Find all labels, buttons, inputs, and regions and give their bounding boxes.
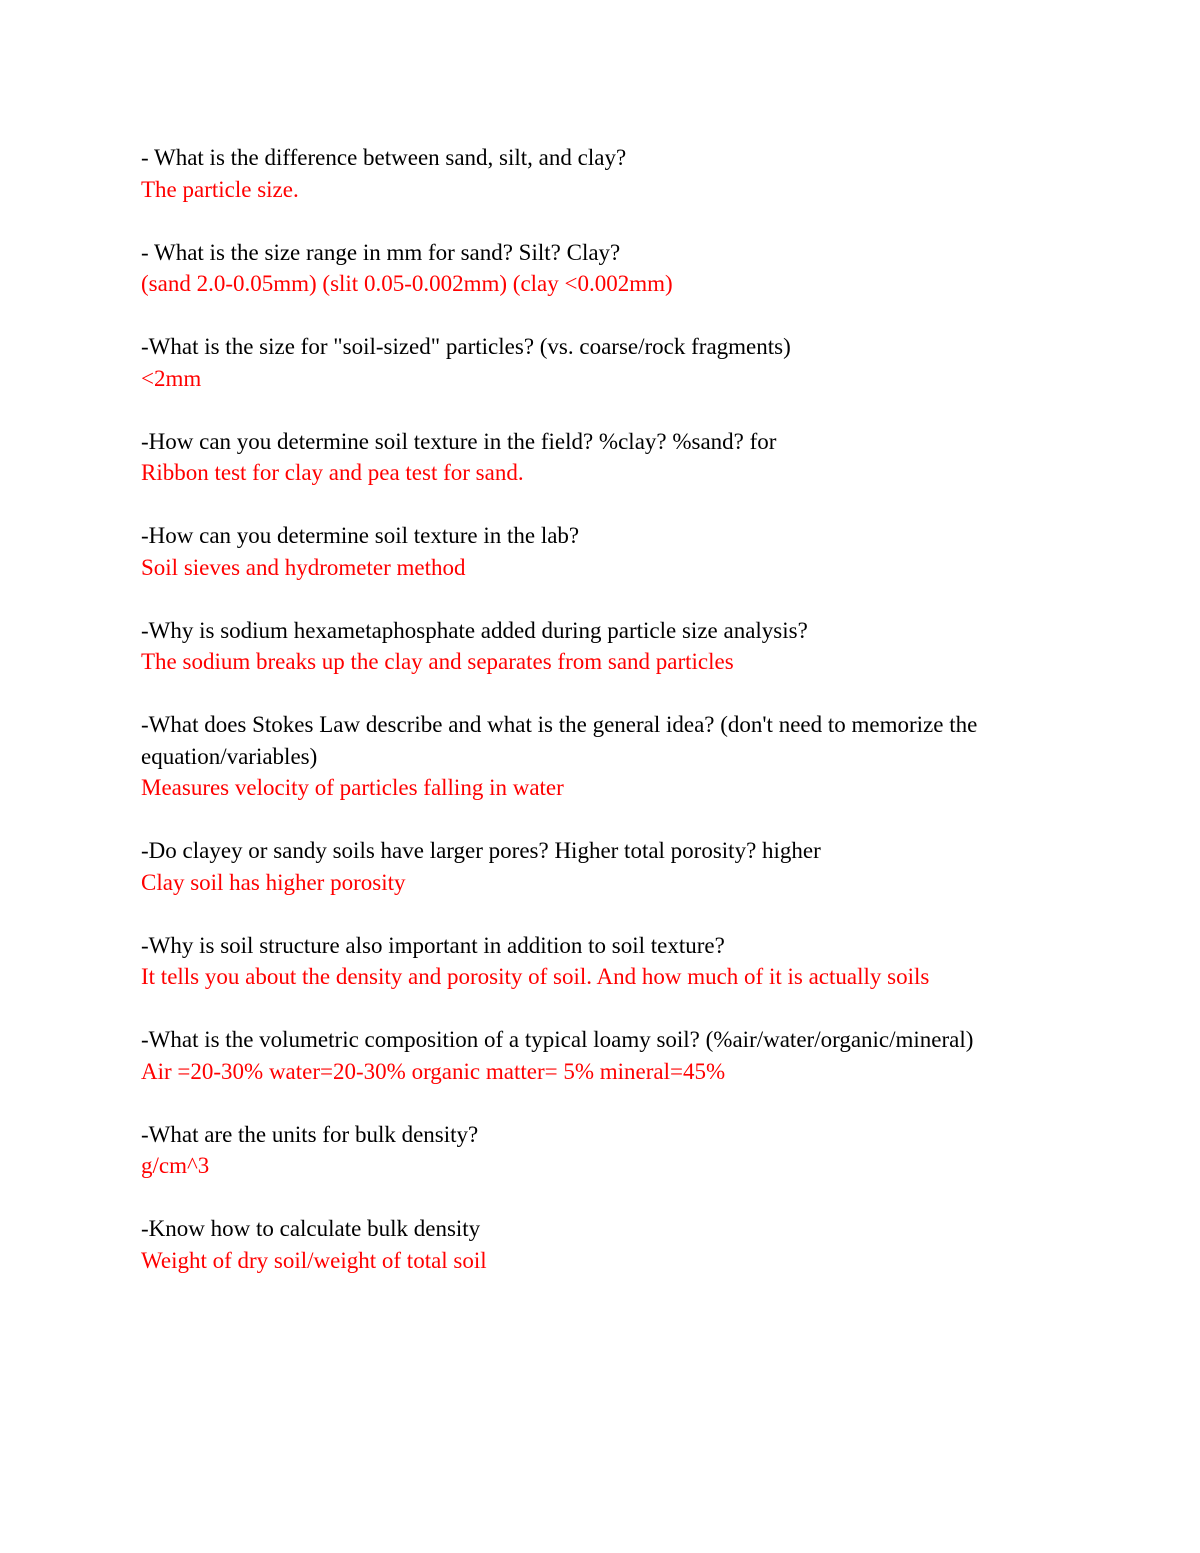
answer-12: Weight of dry soil/weight of total soil	[141, 1247, 487, 1273]
qa-item-9	[141, 930, 1041, 993]
question-12: -Know how to calculate bulk density	[141, 1216, 481, 1241]
answer-4: Ribbon test for clay and pea test for sand.	[141, 460, 524, 485]
qa-item-6	[141, 615, 1041, 678]
question-5: -How can you determine soil texture in the lab?	[141, 523, 580, 548]
answer-7: Measures velocity of particles falling in water	[141, 775, 564, 800]
qa-item-2	[141, 237, 1041, 300]
qa-item-4	[141, 426, 1041, 489]
qa-item-8	[141, 835, 1041, 898]
answer-1: The particle size.	[141, 176, 299, 202]
answer-3: <2mm	[141, 365, 202, 391]
question-4: -How can you determine soil texture in the field? %clay? %sand? for	[141, 428, 777, 454]
answer-8: Clay soil has higher porosity	[141, 869, 406, 895]
qa-item-3	[141, 331, 1041, 394]
question-1: - What is the difference between sand, silt, and clay?	[141, 145, 627, 170]
answer-5: Soil sieves and hydrometer method	[141, 554, 466, 580]
answer-11: g/cm^3	[141, 1153, 210, 1178]
document-page	[141, 142, 1041, 1308]
qa-item-7	[141, 709, 1041, 804]
answer-2: (sand 2.0-0.05mm) (slit 0.05-0.002mm) (clay <0.002mm)	[141, 271, 673, 296]
question-6: -Why is sodium hexametaphosphate added during particle size analysis?	[141, 617, 808, 643]
question-9: -Why is soil structure also important in addition to soil texture?	[141, 932, 725, 958]
qa-item-5	[141, 520, 1041, 583]
question-3: -What is the size for "soil-sized" particles? (vs. coarse/rock fragments)	[141, 334, 791, 359]
question-7: -What does Stokes Law describe and what is the general idea? (don't need to memorize the equation/variables)	[141, 712, 984, 769]
qa-item-10	[141, 1024, 1041, 1087]
answer-9: It tells you about the density and porosity of soil. And how much of it is actually soils	[141, 964, 930, 989]
question-11: -What are the units for bulk density?	[141, 1121, 479, 1147]
answer-6: The sodium breaks up the clay and separates from sand particles	[141, 649, 734, 674]
answer-10: Air =20-30% water=20-30% organic matter= 5% mineral=45%	[141, 1058, 726, 1084]
qa-item-12	[141, 1213, 1041, 1276]
question-8: -Do clayey or sandy soils have larger pores? Higher total porosity? higher	[141, 838, 821, 863]
question-2: - What is the size range in mm for sand? Silt? Clay?	[141, 239, 621, 265]
qa-item-11	[141, 1119, 1041, 1182]
qa-item-1	[141, 142, 1041, 205]
question-10: -What is the volumetric composition of a typical loamy soil? (%air/water/organic/mineral)	[141, 1027, 974, 1052]
